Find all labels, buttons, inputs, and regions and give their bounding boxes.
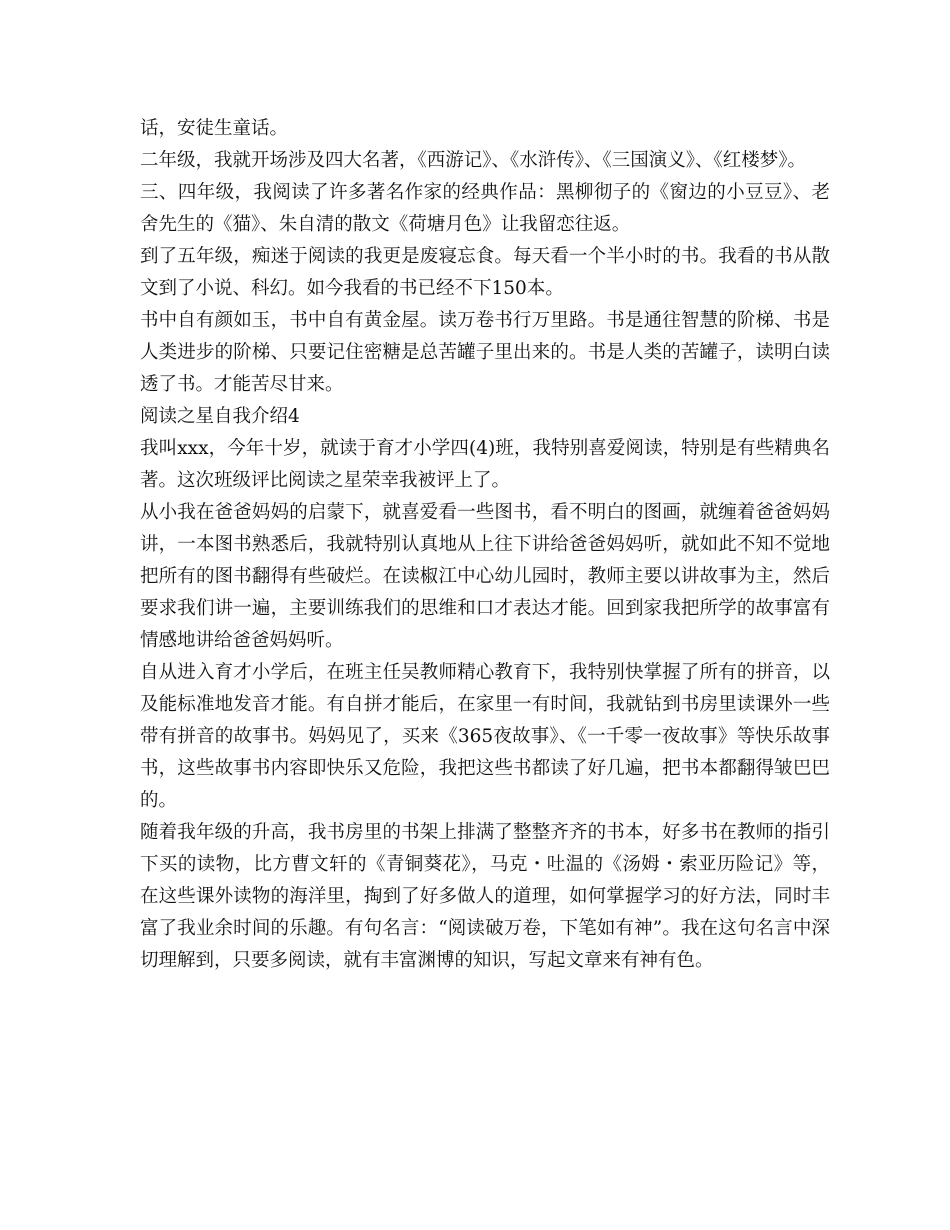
paragraph-childhood: 从小我在爸爸妈妈的启蒙下，就喜爱看一些图书，看不明白的图画，就缠着爸爸妈妈讲，一本图书熟悉后，我就特别认真地从上往下讲给爸爸妈妈听，就如此不知不觉地把所有的图书翻得有些破烂。在读椒江中心幼儿园时，教师主要以讲故事为主，然后要求我们讲一遍，主要训练我们的思维和口才表达才能。回到家我把所学的故事富有情感地讲给爸爸妈妈听。: [140, 502, 830, 651]
paragraph-fairy-tales: 话，安徒生童话。: [140, 118, 289, 139]
paragraph-primary-school: 自从进入育才小学后，在班主任吴教师精心教育下，我特别快掌握了所有的拼音，以及能标准地发音才能。有自拼才能后，在家里一有时间，我就钻到书房里读课外一些带有拼音的故事书。妈妈见了，买来《365夜故事》、《一千零一夜故事》等快乐故事书，这些故事书内容即快乐又危险，我把这些书都读了好几遍，把书本都翻得皱巴巴的。: [140, 662, 830, 811]
paragraph-grade-five: 到了五年级，痴迷于阅读的我更是废寝忘食。每天看一个半小时的书。我看的书从散文到了小说、科幻。如今我看的书已经不下150本。: [140, 246, 830, 299]
paragraph-self-intro: 我叫xxx，今年十岁，就读于育才小学四(4)班，我特别喜爱阅读，特别是有些精典名著。这次班级评比阅读之星荣幸我被评上了。: [140, 438, 830, 491]
section-heading: 阅读之星自我介绍4: [140, 406, 300, 427]
paragraph-book-quotes: 书中自有颜如玉，书中自有黄金屋。读万卷书行万里路。书是通往智慧的阶梯、书是人类进步的阶梯、只要记住密糖是总苦罐子里出来的。书是人类的苦罐子，读明白读透了书。才能苦尽甘来。: [140, 310, 830, 395]
paragraph-grade-three-four: 三、四年级，我阅读了许多著名作家的经典作品：黑柳彻子的《窗边的小豆豆》、老舍先生的《猫》、朱自清的散文《荷塘月色》让我留恋往返。: [140, 182, 830, 235]
document-body: [140, 113, 830, 977]
paragraph-grade-two: 二年级，我就开场涉及四大名著，《西游记》、《水浒传》、《三国演义》、《红楼梦》。: [140, 150, 807, 171]
paragraph-growing-up: 随着我年级的升高，我书房里的书架上排满了整整齐齐的书本，好多书在教师的指引下买的读物，比方曹文轩的《青铜葵花》，马克・吐温的《汤姆・索亚历险记》等，在这些课外读物的海洋里，掏到了好多做人的道理，如何掌握学习的好方法，同时丰富了我业余时间的乐趣。有句名言：“阅读破万卷，下笔如有神”。我在这句名言中深切理解到，只要多阅读，就有丰富渊博的知识，写起文章来有神有色。: [140, 822, 830, 971]
